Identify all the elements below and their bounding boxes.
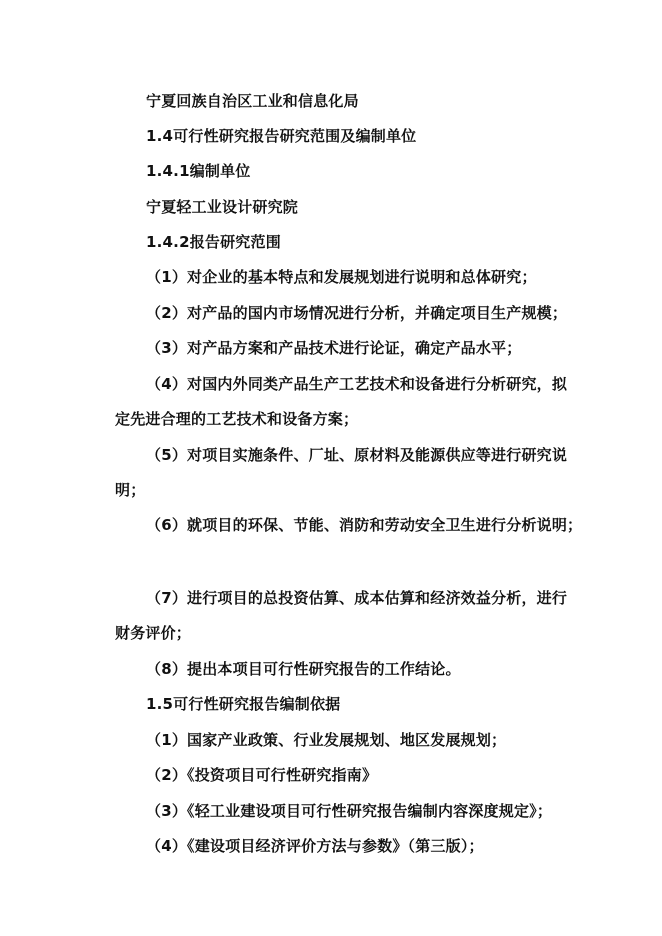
subsection-heading-1-4-1: 1.4.1编制单位: [146, 162, 251, 180]
basis-item-2: （2）《投资项目可行性研究指南》: [146, 766, 378, 784]
scope-item-2: （2）对产品的国内市场情况进行分析，并确定项目生产规模；: [146, 304, 568, 322]
scope-item-4-line-1: （4）对国内外同类产品生产工艺技术和设备进行分析研究，拟: [146, 375, 568, 393]
scope-item-3: （3）对产品方案和产品技术进行论证，确定产品水平；: [146, 339, 522, 357]
subsection-heading-1-4-2: 1.4.2报告研究范围: [146, 233, 281, 251]
scope-item-8: （8）提出本项目可行性研究报告的工作结论。: [146, 660, 461, 678]
basis-item-4: （4）《建设项目经济评价方法与参数》（第三版）；: [146, 837, 484, 855]
section-heading-1-4: 1.4可行性研究报告研究范围及编制单位: [146, 127, 417, 145]
organization-name: 宁夏回族自治区工业和信息化局: [146, 92, 359, 110]
scope-item-4-line-2: 定先进合理的工艺技术和设备方案；: [115, 410, 359, 428]
basis-item-1: （1）国家产业政策、行业发展规划、地区发展规划；: [146, 731, 507, 749]
scope-item-1: （1）对企业的基本特点和发展规划进行说明和总体研究；: [146, 268, 537, 286]
basis-item-3: （3）《轻工业建设项目可行性研究报告编制内容深度规定》；: [146, 802, 553, 820]
institute-name: 宁夏轻工业设计研究院: [146, 198, 299, 216]
scope-item-6: （6）就项目的环保、节能、消防和劳动安全卫生进行分析说明；: [146, 516, 583, 534]
scope-item-7-line-1: （7）进行项目的总投资估算、成本估算和经济效益分析，进行: [146, 589, 568, 607]
scope-item-7-line-2: 财务评价；: [115, 624, 192, 642]
section-heading-1-5: 1.5可行性研究报告编制依据: [146, 695, 341, 713]
scope-item-5-line-2: 明；: [115, 481, 146, 499]
scope-item-5-line-1: （5）对项目实施条件、厂址、原材料及能源供应等进行研究说: [146, 446, 568, 464]
